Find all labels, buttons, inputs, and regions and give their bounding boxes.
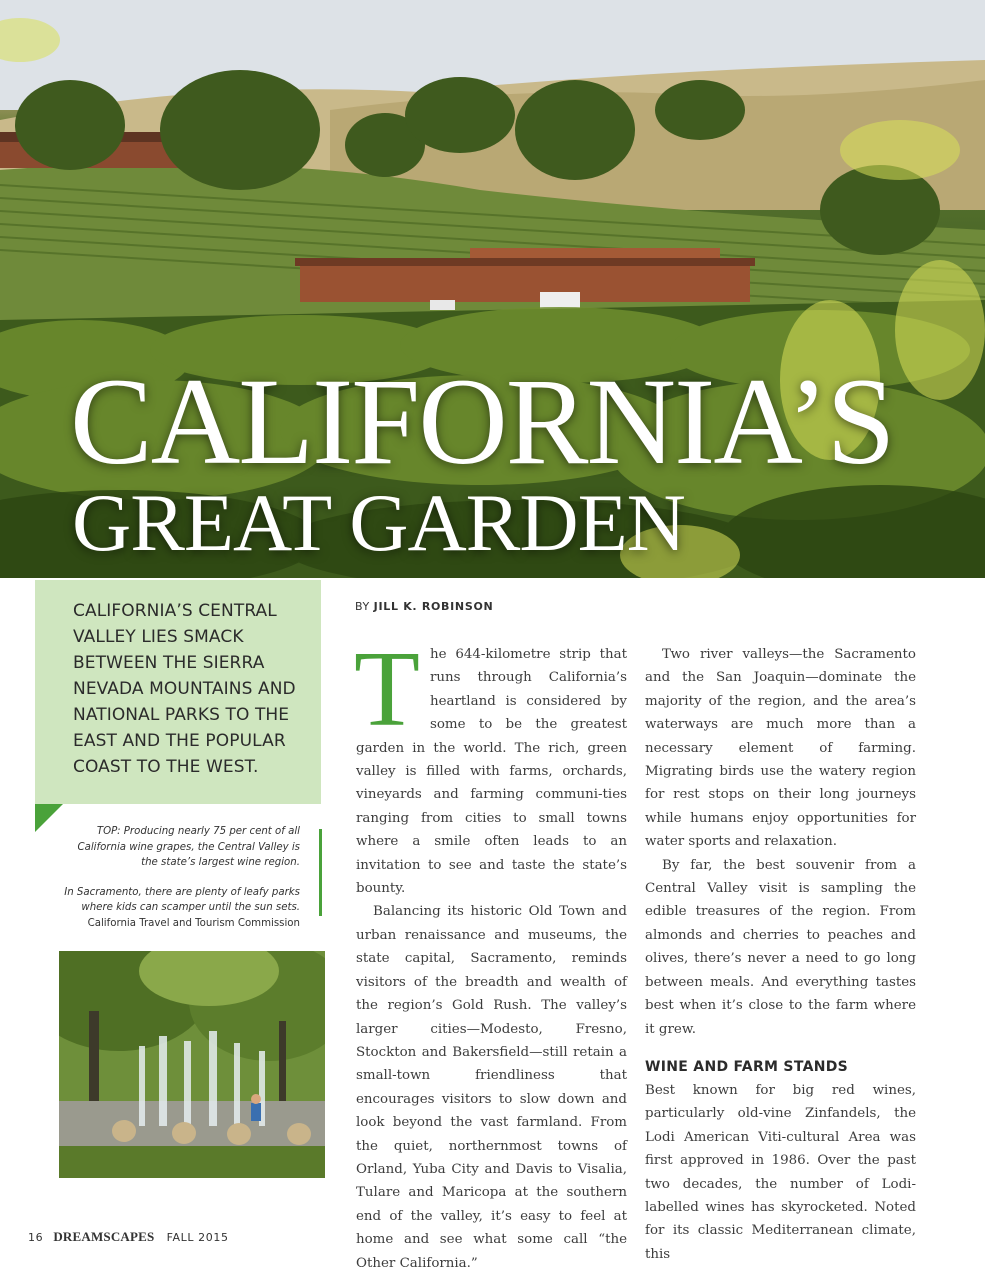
hero-title [0,0,985,578]
caption-top-photo: TOP: Producing nearly 75 per cent of all California wine grapes, the Central Valley is the state’s largest wine region. [77,826,300,868]
caption-inset-photo: In Sacramento, there are plenty of leafy parks where kids can scamper until the sun sets. [64,886,300,913]
article-paragraph-4: By far, the best souvenir from a Central Valley visit is sampling the edible treasures of the region. From almonds and cherries to peaches and olives, there’s never a need to go long between meals. And everything tastes best when it’s close to the farm where it grew. [645,857,916,1037]
article-paragraph-3: Two river valleys—the Sacramento and the San Joaquin—dominate the majority of the region, and the area’s waterways are much more than a necessary element of farming. Migrating birds use the watery region for rest stops on their long journeys while humans enjoy opportunities for water sports and relaxation. [645,647,916,850]
article-column-2 [645,643,916,1266]
article-column-1 [354,630,627,1275]
byline [355,600,493,613]
photo-credit: California Travel and Tourism Commission [87,917,300,929]
article-paragraph-1 [354,630,627,900]
byline-prefix: BY [355,600,370,613]
caption-rule [319,829,322,916]
issue-date: FALL 2015 [166,1231,229,1244]
hero-photo-vineyard [0,0,985,578]
page-footer [28,1229,229,1245]
drop-cap: T [354,630,420,749]
page-number: 16 [28,1231,44,1244]
paragraph-1-text: he 644-kilometre strip that runs through California’s heartland is considered by some to be the greatest garden in the world. The rich, green valley is filled with farms, orchards, vineyards and farming communi-ties ranging from cities to small towns where a smile often leads to an invitation to see and taste the state’s bounty. [356,647,627,897]
title-line-2: GREAT GARDEN [72,477,685,568]
inset-photo-park-fountain [59,951,325,1178]
section-heading: WINE AND FARM STANDS [645,1058,849,1075]
magazine-name: DREAMSCAPES [53,1229,155,1244]
article-paragraph-5: Best known for big red wines, particularly old-vine Zinfandels, the Lodi American Viti-cultural Area was first approved in 1986. Over the past two decades, the number of Lodi-labelled wines has skyrocketed. Noted for its classic Mediterranean climate, this [645,1082,916,1262]
title-line-1: CALIFORNIA’S [70,353,894,490]
park-fountain-illustration [59,951,325,1178]
article-paragraph-2: Balancing its historic Old Town and urban renaissance and museums, the state capital, Sacramento, reminds visitors of the breadth and wealth of the region’s Gold Rush. The valley’s larger cities—Modesto, Fresno, Stockton and Bakersfield—still retain a small-town friendliness that encourages visitors to slow down and look beyond the vast farmland. From the quiet, northernmost towns of Orland, Yuba City and Davis to Visalia, Tulare and Maricopa at the southern end of the valley, it’s easy to feel at home and see what some call “the Other California.” [356,904,627,1271]
photo-captions [60,824,300,931]
pull-quote-fold-decoration [35,804,63,832]
pull-quote-text: CALIFORNIA’S CENTRAL VALLEY LIES SMACK BETWEEN THE SIERRA NEVADA MOUNTAINS AND NATIONAL PARKS TO THE EAST AND THE POPULAR COAST TO THE WEST. [73,601,296,777]
byline-author: JILL K. ROBINSON [373,600,494,613]
pull-quote-box [35,580,321,804]
